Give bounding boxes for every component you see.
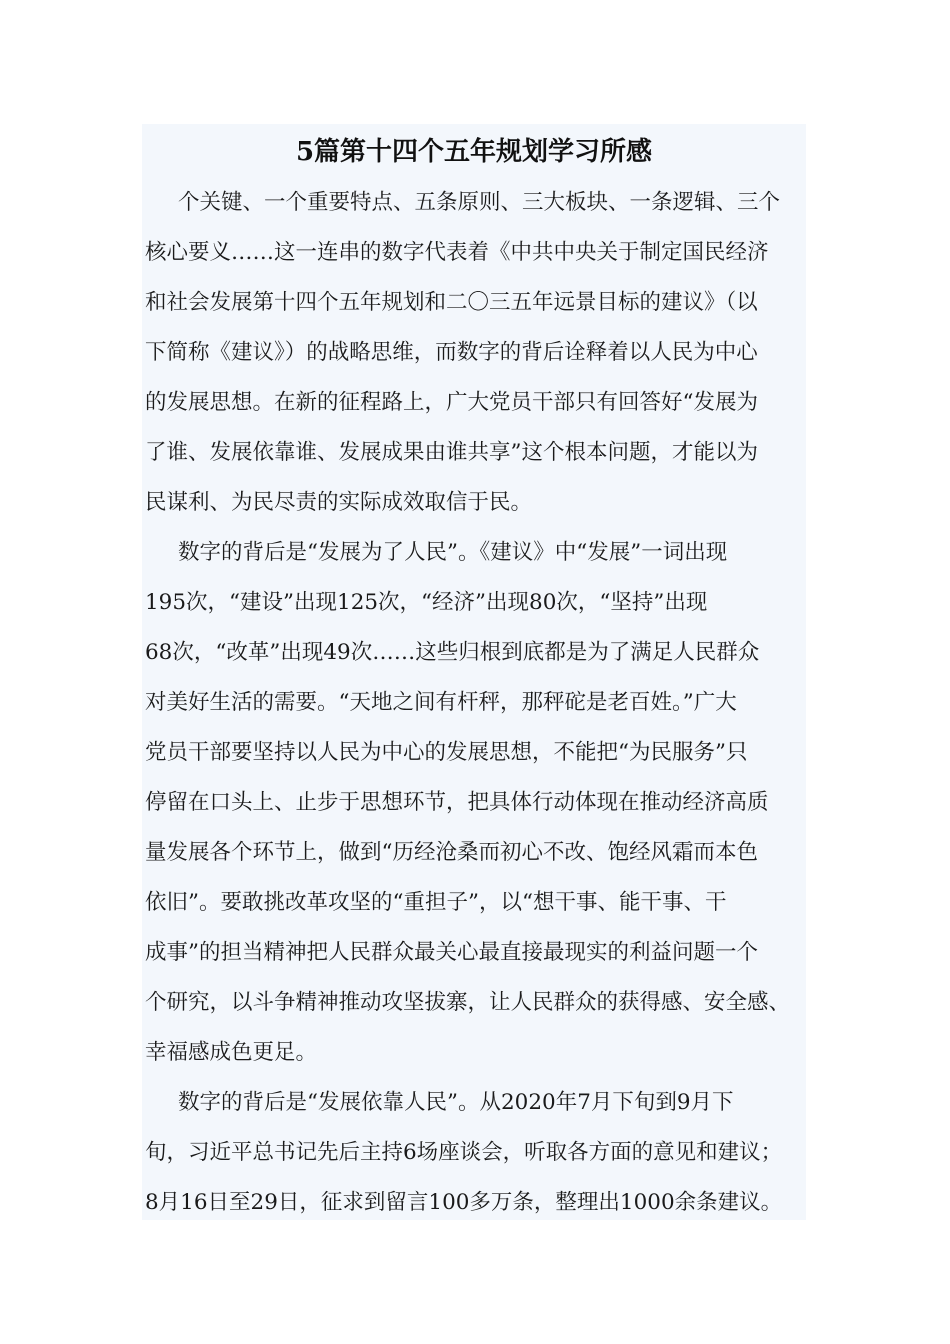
text-line: 的发展思想。在新的征程路上，广大党员干部只有回答好“发展为: [145, 390, 758, 415]
text-line: 下简称《建议》）的战略思维，而数字的背后诠释着以人民为中心: [145, 340, 758, 365]
text-line: 8月16日至29日，征求到留言100多万条，整理出1000余条建议。: [145, 1190, 783, 1215]
text-line: 党员干部要坚持以人民为中心的发展思想，不能把“为民服务”只: [145, 740, 748, 765]
text-line: 了谁、发展依靠谁、发展成果由谁共享”这个根本问题，才能以为: [145, 440, 758, 465]
text-line: 个关键、一个重要特点、五条原则、三大板块、一条逻辑、三个: [178, 190, 781, 215]
text-line: 数字的背后是“发展为了人民”。《建议》中“发展”一词出现: [178, 540, 728, 565]
text-line: 幸福感成色更足。: [145, 1040, 318, 1065]
text-line: 量发展各个环节上，做到“历经沧桑而初心不改、饱经风霜而本色: [145, 840, 758, 865]
text-line: 68次，“改革”出现49次……这些归根到底都是为了满足人民群众: [145, 640, 760, 665]
text-line: 依旧”。要敢挑改革攻坚的“重担子”，以“想干事、能干事、干: [145, 890, 727, 915]
text-line: 195次，“建设”出现125次，“经济”出现80次，“坚持”出现: [145, 590, 708, 615]
document-title: 5篇第十四个五年规划学习所感: [295, 137, 653, 167]
text-line: 核心要义……这一连串的数字代表着《中共中央关于制定国民经济: [145, 240, 769, 265]
text-line: 个研究，以斗争精神推动攻坚拔寨，让人民群众的获得感、安全感、: [145, 990, 791, 1015]
text-line: 停留在口头上、止步于思想环节，把具体行动体现在推动经济高质: [145, 790, 769, 815]
text-line: 对美好生活的需要。“天地之间有杆秤，那秤砣是老百姓。”广大: [145, 690, 737, 715]
text-line: 民谋利、为民尽责的实际成效取信于民。: [145, 490, 533, 515]
text-line: 成事”的担当精神把人民群众最关心最直接最现实的利益问题一个: [145, 940, 758, 965]
text-line: 和社会发展第十四个五年规划和二〇三五年远景目标的建议》（以: [145, 290, 758, 315]
text-line: 数字的背后是“发展依靠人民”。从2020年7月下旬到9月下: [178, 1090, 734, 1115]
text-line: 旬，习近平总书记先后主持6场座谈会，听取各方面的意见和建议；: [145, 1140, 783, 1165]
document-body: [145, 178, 809, 1228]
